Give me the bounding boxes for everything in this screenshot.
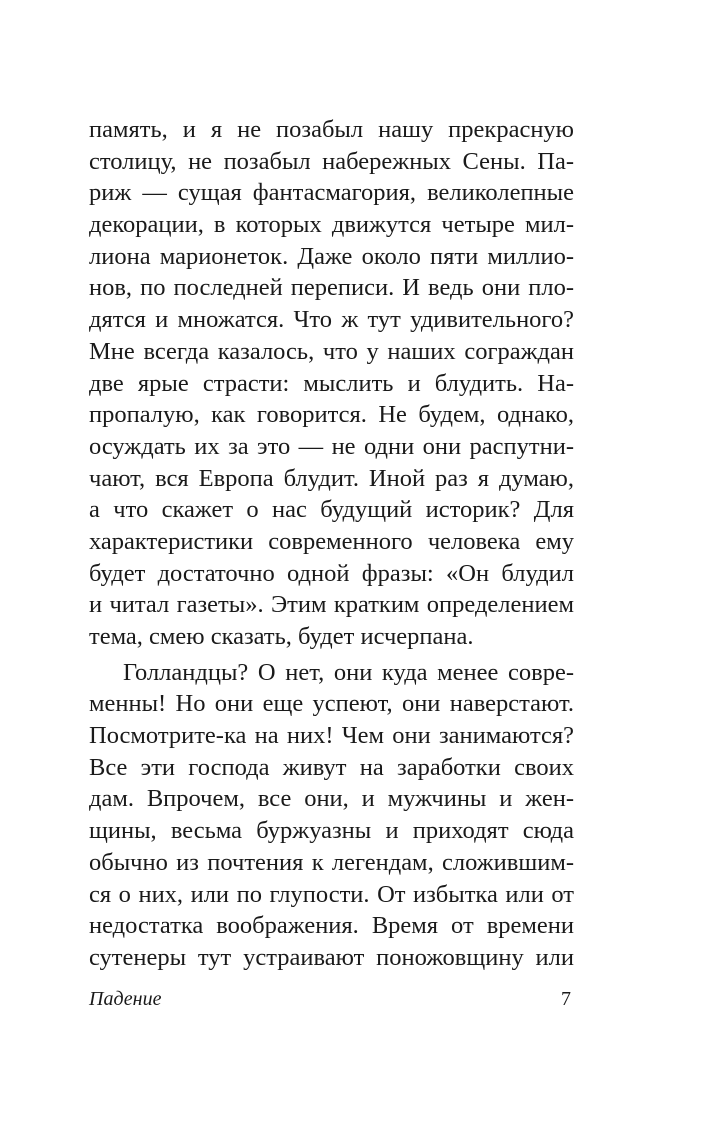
text-line: а что скажет о нас будущий историк? Для	[89, 496, 574, 524]
text-line: щины, весьма буржуазны и приходят сюда	[89, 817, 574, 845]
text-line: менны! Но они еще успеют, они наверстают.	[89, 690, 574, 718]
text-line: Голландцы? О нет, они куда менее совре-	[123, 658, 574, 686]
text-line: лиона марионеток. Даже около пяти миллио-	[89, 242, 574, 270]
text-line: и читал газеты». Этим кратким определением	[89, 591, 574, 619]
text-line: ся о них, или по глупости. От избытка или от	[89, 880, 574, 908]
text-line: память, и я не позабыл нашу прекрасную	[89, 116, 574, 143]
text-line: дятся и множатся. Что ж тут удивительного?	[89, 306, 574, 334]
paragraph	[89, 114, 574, 653]
text-line: пропалую, как говорится. Не будем, однако,	[89, 401, 574, 429]
paragraph	[89, 657, 574, 974]
page-number: 7	[561, 988, 571, 1010]
text-line: Все эти господа живут на заработки своих	[89, 753, 574, 781]
text-line: Посмотрите-ка на них! Чем они занимаются?	[89, 722, 574, 750]
text-line: характеристики современного человека ему	[89, 527, 574, 555]
text-line: Мне всегда казалось, что у наших сограждан	[89, 337, 574, 365]
text-line: недостатка воображения. Время от времени	[89, 912, 574, 940]
text-line: декорации, в которых движутся четыре мил-	[89, 211, 574, 239]
text-line: риж — сущая фантасмагория, великолепные	[89, 179, 574, 207]
text-line: осуждать их за это — не одни они распутни-	[89, 432, 574, 460]
text-line: обычно из почтения к легендам, сложившим-	[89, 848, 574, 876]
text-line: столицу, не позабыл набережных Сены. Па-	[89, 147, 574, 175]
text-line: две ярые страсти: мыслить и блудить. На-	[89, 369, 574, 397]
text-line: сутенеры тут устраивают поножовщину или	[89, 943, 574, 971]
body-text	[89, 114, 574, 974]
page-footer	[89, 986, 574, 1012]
text-line: нов, по последней переписи. И ведь они пло-	[89, 274, 574, 302]
text-line: тема, смею сказать, будет исчерпана.	[89, 623, 474, 650]
running-title: Падение	[89, 988, 162, 1010]
text-line: будет достаточно одной фразы: «Он блудил	[89, 559, 574, 587]
text-line: чают, вся Европа блудит. Иной раз я думаю,	[89, 464, 574, 492]
text-line: дам. Впрочем, все они, и мужчины и жен-	[89, 785, 574, 813]
